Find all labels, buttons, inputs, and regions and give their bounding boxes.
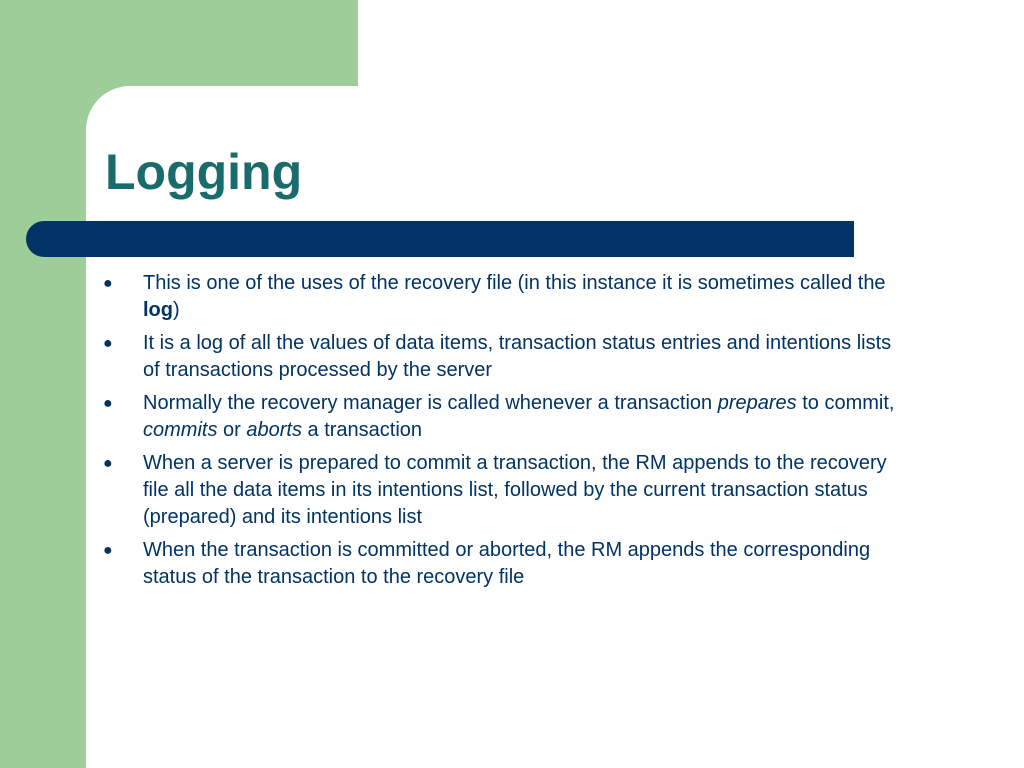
bullet-text-bold: log bbox=[143, 299, 173, 321]
bullet-text-italic: prepares bbox=[717, 392, 797, 414]
title-underline-bar bbox=[26, 221, 854, 257]
bullet-text: It is a log of all the values of data items, transaction status entries and intentions lists of transactions processed by the server bbox=[143, 332, 892, 381]
bullet-item bbox=[103, 450, 903, 531]
bullet-text: a transaction bbox=[301, 419, 423, 441]
bullet-text-italic: commits bbox=[143, 419, 218, 441]
bullet-text: When a server is prepared to commit a transaction, the RM appends to the recovery file all the data items in its intentions list, followed by the current transaction status (prepared) and its intentions list bbox=[143, 452, 887, 528]
bullet-icon: ● bbox=[103, 395, 113, 412]
bullet-item bbox=[103, 330, 903, 384]
bullet-item bbox=[103, 390, 903, 444]
bullet-text: to commit, bbox=[796, 392, 895, 414]
bullet-icon: ● bbox=[103, 542, 113, 559]
bullet-item bbox=[103, 270, 903, 324]
bullet-text: or bbox=[217, 419, 247, 441]
bullet-text: Normally the recovery manager is called whenever a transaction bbox=[143, 392, 718, 414]
bullet-item bbox=[103, 537, 903, 591]
slide-title: Logging bbox=[105, 144, 303, 200]
bullet-text: This is one of the uses of the recovery file (in this instance it is sometimes called the bbox=[143, 272, 886, 294]
bullet-text: ) bbox=[173, 299, 180, 321]
bullet-list bbox=[103, 270, 903, 597]
bullet-icon: ● bbox=[103, 455, 113, 472]
bullet-text-italic: aborts bbox=[246, 419, 302, 441]
bullet-icon: ● bbox=[103, 275, 113, 292]
bullet-text: When the transaction is committed or aborted, the RM appends the corresponding status of the transaction to the recovery file bbox=[143, 539, 871, 588]
bullet-icon: ● bbox=[103, 335, 113, 352]
